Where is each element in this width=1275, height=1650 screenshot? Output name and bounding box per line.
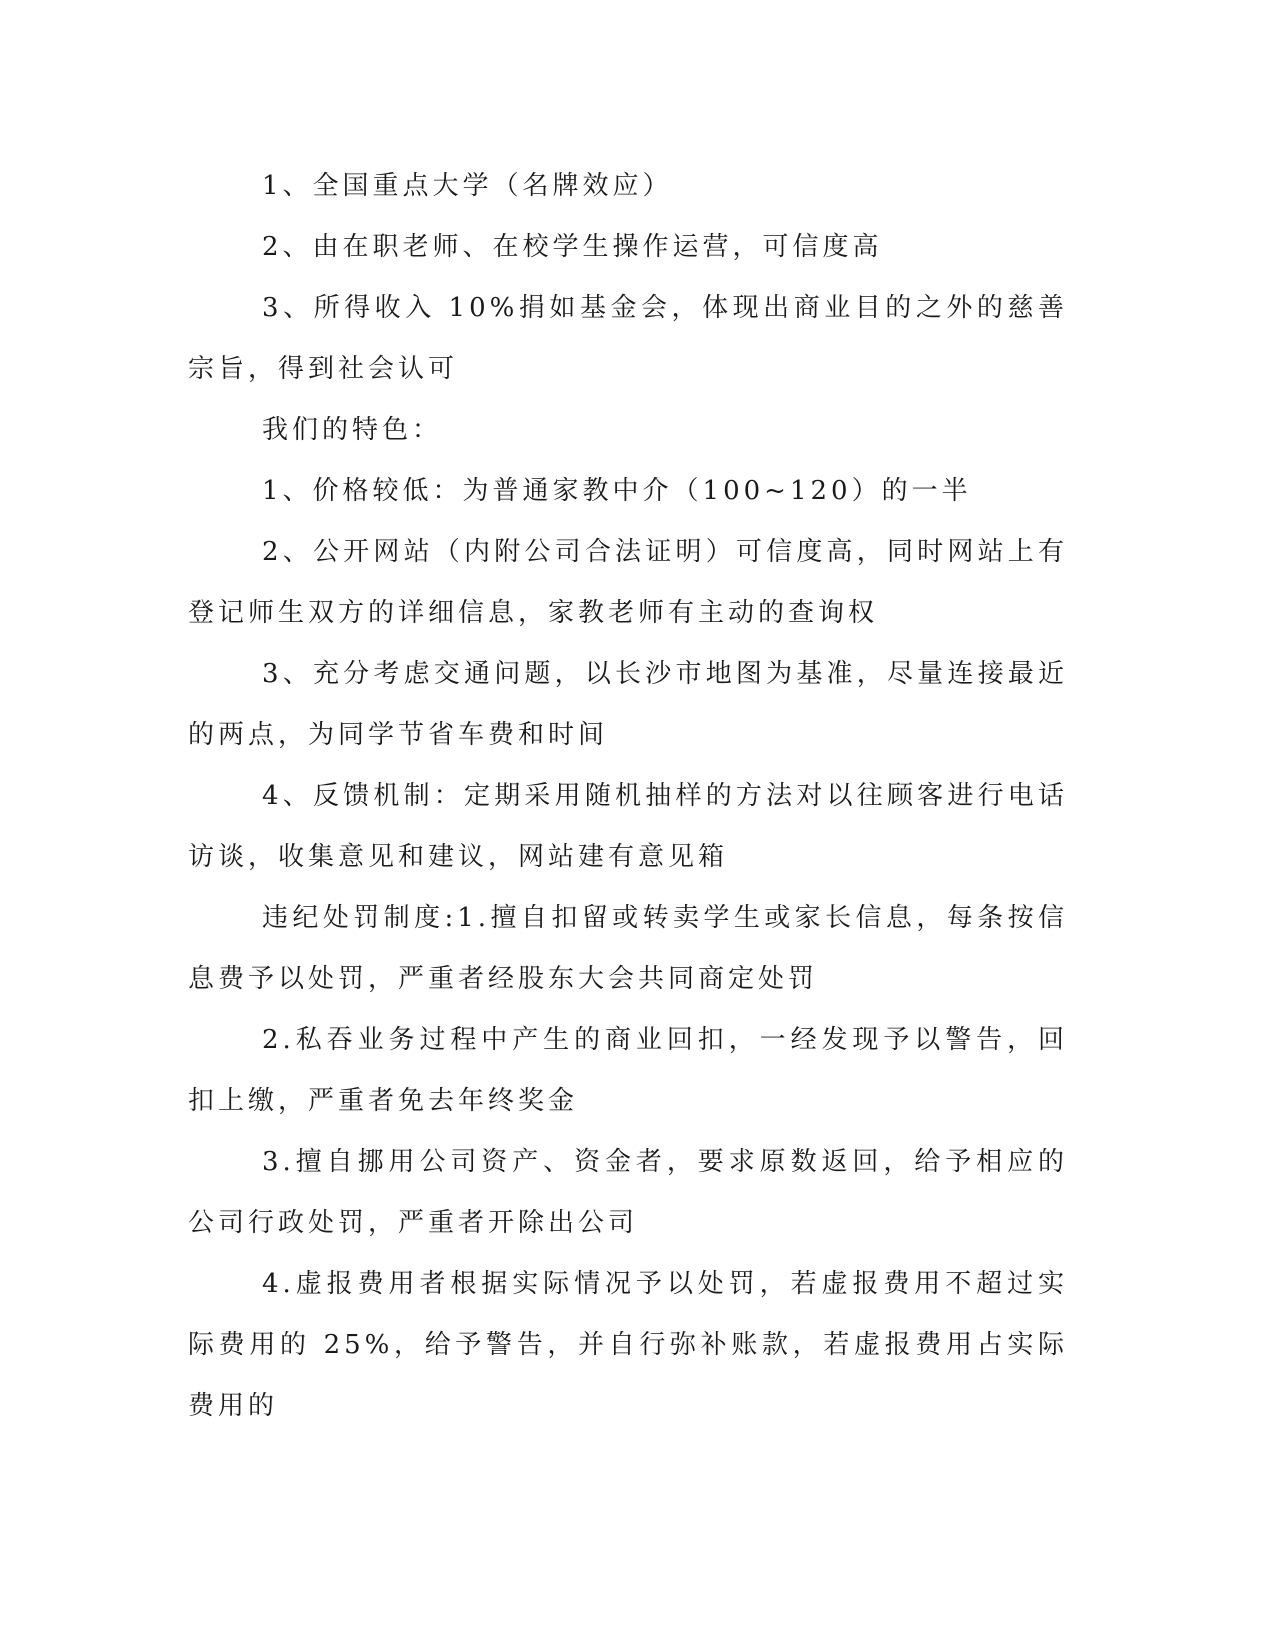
paragraph-advantage-1: 1、全国重点大学（名牌效应） xyxy=(262,171,673,201)
paragraph-advantage-2: 2、由在职老师、在校学生操作运营，可信度高 xyxy=(262,232,883,262)
paragraph-advantage-3: 3、所得收入 10%捐如基金会，体现出商业目的之外的慈善宗旨，得到社会认可 xyxy=(188,293,1068,384)
paragraph-penalty-3: 3.擅自挪用公司资产、资金者，要求原数返回，给予相应的公司行政处罚，严重者开除出公司 xyxy=(188,1147,1068,1238)
paragraph-penalty-4: 4.虚报费用者根据实际情况予以处罚，若虚报费用不超过实际费用的 25%，给予警告，并自行弥补账款，若虚报费用占实际费用的 xyxy=(188,1269,1068,1421)
document-body xyxy=(188,156,1068,1437)
paragraph-feature-2: 2、公开网站（内附公司合法证明）可信度高，同时网站上有登记师生双方的详细信息，家教老师有主动的查询权 xyxy=(188,537,1068,628)
paragraph-penalty-1: 违纪处罚制度:1.擅自扣留或转卖学生或家长信息，每条按信息费予以处罚，严重者经股东大会共同商定处罚 xyxy=(188,903,1068,994)
paragraph-penalty-2: 2.私吞业务过程中产生的商业回扣，一经发现予以警告，回扣上缴，严重者免去年终奖金 xyxy=(188,1025,1068,1116)
paragraph-feature-3: 3、充分考虑交通问题，以长沙市地图为基准，尽量连接最近的两点，为同学节省车费和时间 xyxy=(188,659,1068,750)
paragraph-feature-1: 1、价格较低：为普通家教中介（100~120）的一半 xyxy=(262,476,972,506)
paragraph-feature-4: 4、反馈机制：定期采用随机抽样的方法对以往顾客进行电话访谈，收集意见和建议，网站建有意见箱 xyxy=(188,781,1068,872)
paragraph-features-heading: 我们的特色： xyxy=(262,415,443,445)
